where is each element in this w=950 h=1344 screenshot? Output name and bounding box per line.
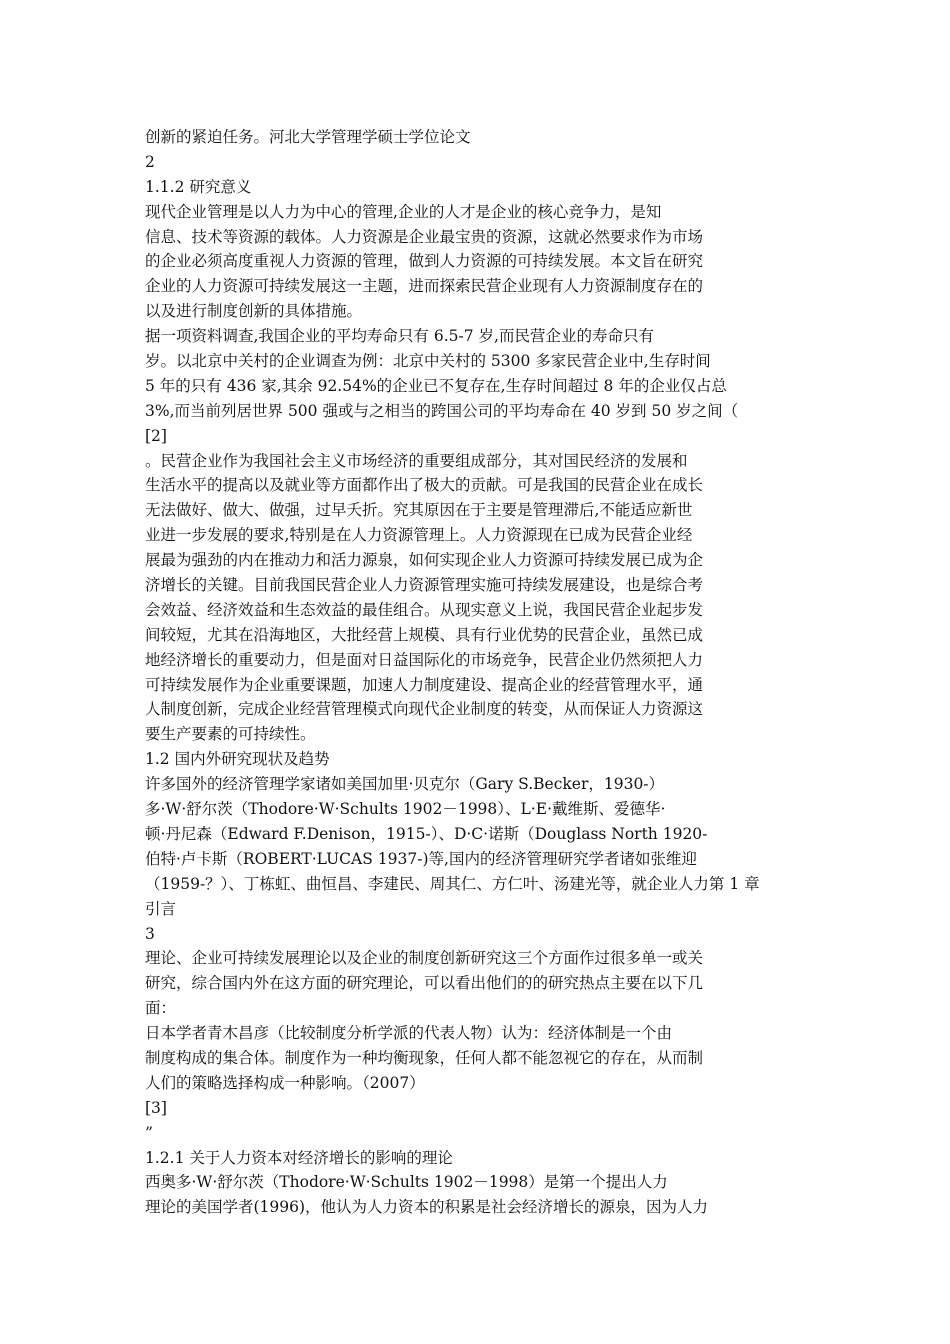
- text-line: [3]: [145, 1098, 167, 1117]
- text-line: 1.2.1 关于人力资本对经济增长的影响的理论: [145, 1148, 453, 1167]
- text-line: 以及进行制度创新的具体措施。: [145, 302, 363, 321]
- text-line: 伯特·卢卡斯（ROBERT·LUCAS 1937-)等,国内的经济管理研究学者诸如张维迎: [145, 849, 697, 868]
- text-line: 展最为强劲的内在推动力和活力源泉，如何实现企业人力资源可持续发展已成为企: [145, 551, 704, 570]
- text-line: 理论、企业可持续发展理论以及企业的制度创新研究这三个方面作过很多单一或关: [145, 949, 704, 968]
- text-line: 岁。以北京中关村的企业调查为例：北京中关村的 5300 多家民营企业中,生存时间: [145, 352, 711, 371]
- text-line: ”: [145, 1123, 153, 1142]
- text-line: 多·W·舒尔茨（Thodore·W·Schults 1902－1998）、L·E·戴维斯、爱德华·: [145, 800, 666, 819]
- text-line: 企业的人力资源可持续发展这一主题，进而探索民营企业现有人力资源制度存在的: [145, 277, 704, 296]
- text-line: 要生产要素的可持续性。: [145, 725, 316, 744]
- text-line: 制度构成的集合体。制度作为一种均衡现象，任何人都不能忽视它的存在，从而制: [145, 1048, 704, 1067]
- text-line: [2]: [145, 426, 167, 445]
- document-body: [145, 125, 835, 1220]
- text-line: 业进一步发展的要求,特别是在人力资源管理上。人力资源现在已成为民营企业经: [145, 526, 693, 545]
- text-line: 研究，综合国内外在这方面的研究理论，可以看出他们的的研究热点主要在以下几: [145, 974, 704, 993]
- text-line: 地经济增长的重要动力，但是面对日益国际化的市场竞争，民营企业仍然须把人力: [145, 650, 704, 669]
- text-line: 日本学者青木昌彦（比较制度分析学派的代表人物）认为：经济体制是一个由: [145, 1024, 673, 1043]
- text-line: 可持续发展作为企业重要课题，加速人力制度建设、提高企业的经营管理水平，通: [145, 675, 704, 694]
- text-line: 的企业必须高度重视人力资源的管理，做到人力资源的可持续发展。本文旨在研究: [145, 252, 704, 271]
- text-line: 人制度创新，完成企业经营管理模式向现代企业制度的转变，从而保证人力资源这: [145, 700, 704, 719]
- text-line: 无法做好、做大、做强，过早夭折。究其原因在于主要是管理滞后,不能适应新世: [145, 501, 693, 520]
- text-line: 3%,而当前列居世界 500 强或与之相当的跨国公司的平均寿命在 40 岁到 50 岁之间（: [145, 401, 739, 420]
- text-line: 济增长的关键。目前我国民营企业人力资源管理实施可持续发展建设，也是综合考: [145, 576, 704, 595]
- text-line: 引言: [145, 899, 177, 918]
- text-line: 创新的紧迫任务。河北大学管理学硕士学位论文: [145, 128, 471, 146]
- text-line: 1.1.2 研究意义: [145, 177, 252, 196]
- text-line: 生活水平的提高以及就业等方面都作出了极大的贡献。可是我国的民营企业在成长: [145, 476, 704, 495]
- text-line: 间较短，尤其在沿海地区，大批经营上规模、具有行业优势的民营企业，虽然已成: [145, 625, 704, 644]
- text-line: 3: [145, 924, 155, 943]
- text-line: 。民营企业作为我国社会主义市场经济的重要组成部分，其对国民经济的发展和: [145, 451, 688, 470]
- text-line: 面：: [145, 999, 177, 1018]
- text-line: 许多国外的经济管理学家诸如美国加里·贝克尔（Gary S.Becker，1930-）: [145, 775, 665, 794]
- text-line: 据一项资料调查,我国企业的平均寿命只有 6.5-7 岁,而民营企业的寿命只有: [145, 327, 654, 346]
- text-line: 1.2 国内外研究现状及趋势: [145, 750, 330, 769]
- text-line: 人们的策略选择构成一种影响。（2007）: [145, 1073, 425, 1092]
- text-line: 理论的美国学者(1996)，他认为人力资本的积累是社会经济增长的源泉，因为人力: [145, 1198, 709, 1217]
- text-line: 5 年的只有 436 家,其余 92.54%的企业已不复存在,生存时间超过 8 年的企业仅占总: [145, 376, 727, 395]
- text-line: 会效益、经济效益和生态效益的最佳组合。从现实意义上说，我国民营企业起步发: [145, 600, 704, 619]
- text-line: （1959-？）、丁栋虹、曲恒昌、李建民、周其仁、方仁叶、汤建光等，就企业人力第 1 章: [145, 874, 760, 893]
- text-line: 顿·丹尼森（Edward F.Denison，1915-）、D·C·诺斯（Douglass North 1920-: [145, 824, 708, 843]
- text-line: 西奥多·W·舒尔茨（Thodore·W·Schults 1902－1998）是第一个提出人力: [145, 1173, 668, 1192]
- text-line: 现代企业管理是以人力为中心的管理,企业的人才是企业的核心竞争力，是知: [145, 202, 662, 221]
- text-line: 信息、技术等资源的载体。人力资源是企业最宝贵的资源，这就必然要求作为市场: [145, 227, 704, 246]
- text-line: 2: [145, 152, 155, 171]
